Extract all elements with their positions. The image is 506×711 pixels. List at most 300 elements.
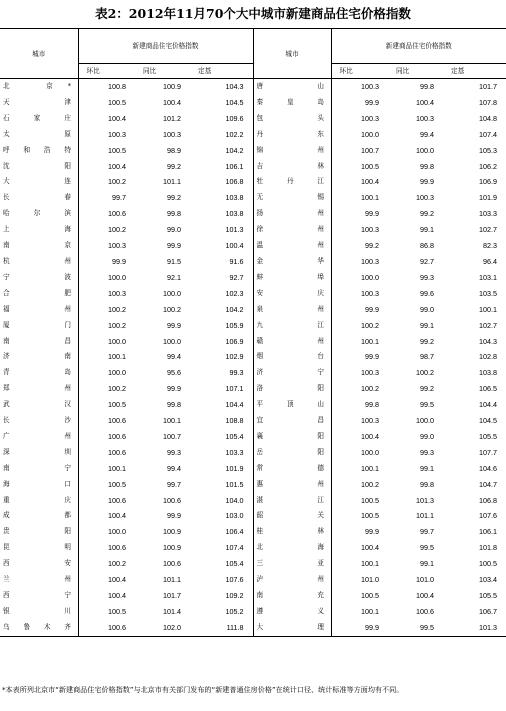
left-base-value: 103.3: [190, 445, 253, 461]
left-yoy-value: 100.9: [163, 543, 181, 553]
left-base-value: 104.4: [190, 397, 253, 413]
right-base-value: 107.6: [479, 511, 498, 521]
right-mom-value: 100.5: [361, 495, 379, 505]
left-base-value: 102.2: [190, 127, 253, 143]
right-base-value: 105.3: [479, 145, 498, 155]
left-base-value: 103.0: [190, 508, 253, 524]
header-row-top: [0, 29, 506, 64]
left-base-value: 103.8: [190, 206, 253, 222]
left-base-value: 104.3: [190, 79, 253, 95]
right-yoy-value: 99.8: [420, 161, 434, 171]
right-mom-value: 100.4: [361, 431, 379, 441]
left-mom-value: 100.6: [108, 416, 126, 426]
left-city-name: 南 京: [0, 238, 78, 254]
left-mom-value: 100.4: [108, 113, 126, 123]
right-yoy-value: 92.7: [420, 256, 434, 266]
left-city-name: 郑 州: [0, 381, 78, 397]
right-base-value: 106.8: [479, 495, 498, 505]
left-base-value: 107.1: [190, 381, 253, 397]
left-base-value: 104.2: [190, 302, 253, 318]
right-mom-value: 99.9: [365, 527, 379, 537]
right-base-value: 100.1: [479, 304, 498, 314]
right-base-value: 101.3: [479, 622, 498, 632]
left-yoy-value: 99.9: [167, 384, 181, 394]
left-city-name: 成 都: [0, 508, 78, 524]
left-city-name: 武 汉: [0, 397, 78, 413]
right-yoy-value: 101.1: [416, 511, 434, 521]
right-mom-value: 100.3: [361, 113, 379, 123]
left-city-name: 重 庆: [0, 493, 78, 509]
right-base-value: 101.8: [479, 543, 498, 553]
city-header-left: 城市: [0, 29, 78, 79]
right-yoy-value: 100.0: [416, 145, 434, 155]
price-index-table: [0, 28, 506, 637]
left-base-value: 102.9: [190, 349, 253, 365]
left-yoy-value: 92.1: [167, 272, 181, 282]
right-city-name: 牡丹江: [253, 174, 331, 190]
left-mom-value: 100.1: [108, 352, 126, 362]
right-city-name: 韶 关: [253, 508, 331, 524]
left-city-name: 南 宁: [0, 461, 78, 477]
left-mom-value: 100.6: [108, 447, 126, 457]
left-mom-value: 100.3: [108, 241, 126, 251]
col-header-yoy-right: 同比: [388, 64, 443, 79]
right-city-name: 惠 州: [253, 477, 331, 493]
table-row: [0, 620, 506, 636]
left-city-name: 大 连: [0, 174, 78, 190]
left-base-value: 104.0: [190, 493, 253, 509]
right-base-value: 102.8: [479, 352, 498, 362]
right-base-value: 101.9: [479, 193, 498, 203]
right-city-name: 徐 州: [253, 222, 331, 238]
table-row: [0, 190, 506, 206]
table-title: 表2：2012年11月70个大中城市新建商品住宅价格指数: [95, 6, 411, 21]
left-mom-value: 100.8: [108, 82, 126, 91]
right-yoy-value: 99.8: [420, 479, 434, 489]
right-base-value: 103.4: [479, 575, 498, 585]
right-base-value: 105.5: [479, 591, 498, 600]
right-base-value: 104.7: [479, 479, 498, 489]
right-city-name: 泉 州: [253, 302, 331, 318]
right-city-name: 南 充: [253, 588, 331, 604]
left-base-value: 99.3: [190, 365, 253, 381]
table-row: [0, 127, 506, 143]
left-yoy-value: 102.0: [163, 622, 181, 632]
left-base-value: 101.5: [190, 477, 253, 493]
right-mom-value: 100.5: [361, 511, 379, 521]
left-mom-value: 100.3: [108, 129, 126, 139]
left-base-value: 100.4: [190, 238, 253, 254]
table-row: [0, 493, 506, 509]
right-mom-value: 100.1: [361, 193, 379, 203]
right-city-name: 烟 台: [253, 349, 331, 365]
right-yoy-value: 98.7: [420, 352, 434, 362]
left-yoy-value: 99.9: [167, 511, 181, 521]
table-row: [0, 508, 506, 524]
left-city-name: 深 圳: [0, 445, 78, 461]
left-city-name: 乌鲁木齐: [0, 620, 78, 636]
left-base-value: 107.6: [190, 572, 253, 588]
right-city-name: 济 宁: [253, 365, 331, 381]
left-city-name: 上 海: [0, 222, 78, 238]
right-base-value: 104.3: [479, 336, 498, 346]
left-city-name: 西 宁: [0, 588, 78, 604]
right-base-value: 107.8: [479, 97, 498, 107]
left-yoy-value: 100.9: [163, 527, 181, 537]
left-city-name: 长 沙: [0, 413, 78, 429]
right-yoy-value: 101.3: [416, 495, 434, 505]
right-city-name: 温 州: [253, 238, 331, 254]
table-row: [0, 238, 506, 254]
right-mom-value: 100.0: [361, 447, 379, 457]
left-mom-value: 100.5: [108, 606, 126, 616]
right-yoy-value: 99.5: [420, 400, 434, 410]
right-base-value: 96.4: [483, 256, 498, 266]
left-base-value: 103.8: [190, 190, 253, 206]
table-row: [0, 95, 506, 111]
right-yoy-value: 99.3: [420, 272, 434, 282]
left-mom-value: 100.4: [108, 575, 126, 585]
right-mom-value: 100.2: [361, 384, 379, 394]
left-mom-value: 100.0: [108, 272, 126, 282]
right-mom-value: 99.9: [365, 97, 379, 107]
table-row: [0, 381, 506, 397]
left-base-value: 106.8: [190, 174, 253, 190]
left-yoy-value: 100.1: [163, 416, 181, 426]
left-mom-value: 100.2: [108, 304, 126, 314]
right-base-value: 107.4: [479, 129, 498, 139]
left-yoy-value: 99.4: [167, 463, 181, 473]
right-city-name: 平顶山: [253, 397, 331, 413]
left-yoy-value: 100.2: [163, 304, 181, 314]
left-city-name: 呼和浩特: [0, 143, 78, 159]
left-base-value: 108.8: [190, 413, 253, 429]
left-mom-value: 100.2: [108, 559, 126, 569]
left-base-value: 111.8: [190, 620, 253, 636]
left-yoy-value: 99.0: [167, 225, 181, 235]
right-city-name: 赣 州: [253, 334, 331, 350]
right-yoy-value: 99.9: [420, 177, 434, 187]
right-yoy-value: 99.2: [420, 384, 434, 394]
left-yoy-value: 101.2: [163, 113, 181, 123]
right-city-name: 桂 林: [253, 524, 331, 540]
left-base-value: 106.9: [190, 334, 253, 350]
table-row: [0, 254, 506, 270]
left-mom-value: 100.4: [108, 591, 126, 600]
right-yoy-value: 99.0: [420, 431, 434, 441]
right-base-value: 101.7: [479, 82, 498, 91]
left-yoy-value: 100.0: [163, 288, 181, 298]
right-mom-value: 100.1: [361, 336, 379, 346]
table-row: [0, 588, 506, 604]
table-row: [0, 556, 506, 572]
right-base-value: 106.5: [479, 384, 498, 394]
right-mom-value: 100.4: [361, 543, 379, 553]
right-yoy-value: 100.2: [416, 368, 434, 378]
right-mom-value: 100.3: [361, 288, 379, 298]
right-mom-value: 100.3: [361, 368, 379, 378]
left-base-value: 109.2: [190, 588, 253, 604]
left-yoy-value: 100.0: [163, 336, 181, 346]
right-yoy-value: 86.8: [420, 241, 434, 251]
right-city-name: 唐 山: [253, 79, 331, 95]
right-yoy-value: 100.4: [416, 591, 434, 600]
right-mom-value: 100.3: [361, 225, 379, 235]
left-yoy-value: 99.2: [167, 161, 181, 171]
right-city-name: 大 理: [253, 620, 331, 636]
right-mom-value: 100.7: [361, 145, 379, 155]
left-base-value: 109.6: [190, 111, 253, 127]
left-yoy-value: 99.3: [167, 447, 181, 457]
left-base-value: 104.5: [190, 95, 253, 111]
right-mom-value: 100.3: [361, 416, 379, 426]
right-city-name: 三 亚: [253, 556, 331, 572]
left-city-name: 北 京*: [0, 79, 78, 95]
right-mom-value: 100.1: [361, 606, 379, 616]
table-row: [0, 349, 506, 365]
right-mom-value: 100.0: [361, 272, 379, 282]
right-base-value: 103.1: [479, 272, 498, 282]
left-yoy-value: 98.9: [167, 145, 181, 155]
left-mom-value: 100.6: [108, 431, 126, 441]
left-base-value: 102.3: [190, 286, 253, 302]
left-city-name: 济 南: [0, 349, 78, 365]
left-mom-value: 100.0: [108, 527, 126, 537]
right-mom-value: 101.0: [361, 575, 379, 585]
table-row: [0, 143, 506, 159]
table-row: [0, 334, 506, 350]
right-mom-value: 100.4: [361, 177, 379, 187]
table-row: [0, 286, 506, 302]
table-row: [0, 302, 506, 318]
right-base-value: 106.7: [479, 606, 498, 616]
table-row: [0, 413, 506, 429]
right-base-value: 103.8: [479, 368, 498, 378]
right-base-value: 107.7: [479, 447, 498, 457]
right-yoy-value: 100.3: [416, 193, 434, 203]
right-yoy-value: 99.2: [420, 336, 434, 346]
left-mom-value: 100.2: [108, 320, 126, 330]
right-mom-value: 99.9: [365, 352, 379, 362]
right-city-name: 吉 林: [253, 159, 331, 175]
left-city-name: 宁 波: [0, 270, 78, 286]
right-yoy-value: 99.5: [420, 543, 434, 553]
right-yoy-value: 100.4: [416, 97, 434, 107]
left-yoy-value: 99.2: [167, 193, 181, 203]
right-city-name: 宜 昌: [253, 413, 331, 429]
table-row: [0, 270, 506, 286]
left-base-value: 105.4: [190, 429, 253, 445]
right-yoy-value: 99.1: [420, 320, 434, 330]
right-city-name: 常 德: [253, 461, 331, 477]
left-city-name: 广 州: [0, 429, 78, 445]
right-yoy-value: 101.0: [416, 575, 434, 585]
left-base-value: 106.1: [190, 159, 253, 175]
table-row: [0, 222, 506, 238]
left-mom-value: 100.6: [108, 495, 126, 505]
right-city-name: 洛 阳: [253, 381, 331, 397]
right-mom-value: 100.5: [361, 161, 379, 171]
right-yoy-value: 100.0: [416, 416, 434, 426]
index-group-header-left: 新建商品住宅价格指数: [78, 29, 253, 64]
left-mom-value: 100.4: [108, 511, 126, 521]
right-mom-value: 100.0: [361, 129, 379, 139]
right-mom-value: 100.2: [361, 479, 379, 489]
right-base-value: 105.5: [479, 431, 498, 441]
right-yoy-value: 100.6: [416, 606, 434, 616]
col-header-base-left: 定基: [190, 64, 253, 79]
table-row: [0, 318, 506, 334]
right-base-value: 104.6: [479, 463, 498, 473]
left-mom-value: 99.9: [112, 256, 126, 266]
right-yoy-value: 99.5: [420, 622, 434, 632]
right-city-name: 包 头: [253, 111, 331, 127]
left-mom-value: 100.2: [108, 225, 126, 235]
table-row: [0, 79, 506, 95]
right-mom-value: 100.2: [361, 320, 379, 330]
right-base-value: 103.3: [479, 209, 498, 219]
right-city-name: 丹 东: [253, 127, 331, 143]
left-mom-value: 100.0: [108, 368, 126, 378]
left-mom-value: 100.5: [108, 145, 126, 155]
left-mom-value: 100.6: [108, 622, 126, 632]
left-city-name: 西 安: [0, 556, 78, 572]
left-yoy-value: 100.4: [163, 97, 181, 107]
table-row: [0, 445, 506, 461]
table-row: [0, 397, 506, 413]
left-yoy-value: 101.1: [163, 177, 181, 187]
right-city-name: 秦皇岛: [253, 95, 331, 111]
left-mom-value: 100.6: [108, 543, 126, 553]
left-base-value: 105.2: [190, 604, 253, 620]
left-mom-value: 100.3: [108, 288, 126, 298]
left-base-value: 92.7: [190, 270, 253, 286]
right-base-value: 104.4: [479, 400, 498, 410]
table-row: [0, 111, 506, 127]
left-mom-value: 100.5: [108, 479, 126, 489]
table-row: [0, 365, 506, 381]
right-yoy-value: 99.3: [420, 447, 434, 457]
left-base-value: 107.4: [190, 540, 253, 556]
right-mom-value: 99.9: [365, 304, 379, 314]
right-city-name: 锦 州: [253, 143, 331, 159]
right-yoy-value: 99.1: [420, 559, 434, 569]
left-mom-value: 100.2: [108, 384, 126, 394]
index-group-header-right: 新建商品住宅价格指数: [331, 29, 506, 64]
left-yoy-value: 91.5: [167, 256, 181, 266]
left-city-name: 太 原: [0, 127, 78, 143]
left-base-value: 101.9: [190, 461, 253, 477]
left-yoy-value: 101.7: [163, 591, 181, 600]
right-yoy-value: 99.6: [420, 288, 434, 298]
right-city-name: 扬 州: [253, 206, 331, 222]
right-base-value: 104.5: [479, 416, 498, 426]
right-mom-value: 100.3: [361, 82, 379, 91]
col-header-mom-left: 环比: [78, 64, 135, 79]
left-mom-value: 100.0: [108, 336, 126, 346]
left-yoy-value: 100.6: [163, 495, 181, 505]
left-yoy-value: 100.6: [163, 559, 181, 569]
right-city-name: 蚌 埠: [253, 270, 331, 286]
right-city-name: 无 锡: [253, 190, 331, 206]
left-city-name: 福 州: [0, 302, 78, 318]
right-yoy-value: 99.2: [420, 209, 434, 219]
city-header-right: 城市: [253, 29, 331, 79]
right-yoy-value: 99.1: [420, 225, 434, 235]
table-row: [0, 206, 506, 222]
left-mom-value: 99.7: [112, 193, 126, 203]
left-mom-value: 100.2: [108, 177, 126, 187]
col-header-base-right: 定基: [443, 64, 506, 79]
left-city-name: 天 津: [0, 95, 78, 111]
left-yoy-value: 99.8: [167, 209, 181, 219]
left-mom-value: 100.6: [108, 209, 126, 219]
right-yoy-value: 99.8: [420, 82, 434, 91]
left-yoy-value: 99.9: [167, 241, 181, 251]
left-city-name: 青 岛: [0, 365, 78, 381]
left-base-value: 101.3: [190, 222, 253, 238]
right-city-name: 襄 阳: [253, 429, 331, 445]
left-yoy-value: 100.3: [163, 129, 181, 139]
right-base-value: 106.9: [479, 177, 498, 187]
col-header-mom-right: 环比: [331, 64, 388, 79]
right-base-value: 106.2: [479, 161, 498, 171]
right-base-value: 100.5: [479, 559, 498, 569]
table-row: [0, 477, 506, 493]
table-row: [0, 159, 506, 175]
right-city-name: 岳 阳: [253, 445, 331, 461]
left-base-value: 91.6: [190, 254, 253, 270]
right-mom-value: 99.2: [365, 241, 379, 251]
right-base-value: 104.8: [479, 113, 498, 123]
right-city-name: 金 华: [253, 254, 331, 270]
left-city-name: 哈尔滨: [0, 206, 78, 222]
right-mom-value: 99.8: [365, 400, 379, 410]
left-city-name: 合 肥: [0, 286, 78, 302]
right-city-name: 北 海: [253, 540, 331, 556]
right-base-value: 102.7: [479, 225, 498, 235]
right-base-value: 102.7: [479, 320, 498, 330]
right-mom-value: 100.5: [361, 591, 379, 600]
left-base-value: 105.4: [190, 556, 253, 572]
left-yoy-value: 100.7: [163, 431, 181, 441]
right-city-name: 遵 义: [253, 604, 331, 620]
left-city-name: 兰 州: [0, 572, 78, 588]
left-city-name: 沈 阳: [0, 159, 78, 175]
right-mom-value: 100.1: [361, 463, 379, 473]
table-row: [0, 524, 506, 540]
left-yoy-value: 99.9: [167, 320, 181, 330]
right-city-name: 湛 江: [253, 493, 331, 509]
col-header-yoy-left: 同比: [135, 64, 190, 79]
right-yoy-value: 99.1: [420, 463, 434, 473]
left-yoy-value: 99.8: [167, 400, 181, 410]
left-mom-value: 100.1: [108, 463, 126, 473]
right-yoy-value: 99.0: [420, 304, 434, 314]
left-yoy-value: 99.7: [167, 479, 181, 489]
right-mom-value: 99.9: [365, 622, 379, 632]
left-mom-value: 100.5: [108, 97, 126, 107]
right-mom-value: 100.3: [361, 256, 379, 266]
left-city-name: 昆 明: [0, 540, 78, 556]
left-mom-value: 100.5: [108, 400, 126, 410]
left-yoy-value: 99.4: [167, 352, 181, 362]
left-yoy-value: 101.1: [163, 575, 181, 585]
right-base-value: 106.1: [479, 527, 498, 537]
left-base-value: 105.9: [190, 318, 253, 334]
left-yoy-value: 101.4: [163, 606, 181, 616]
left-city-name: 南 昌: [0, 334, 78, 350]
